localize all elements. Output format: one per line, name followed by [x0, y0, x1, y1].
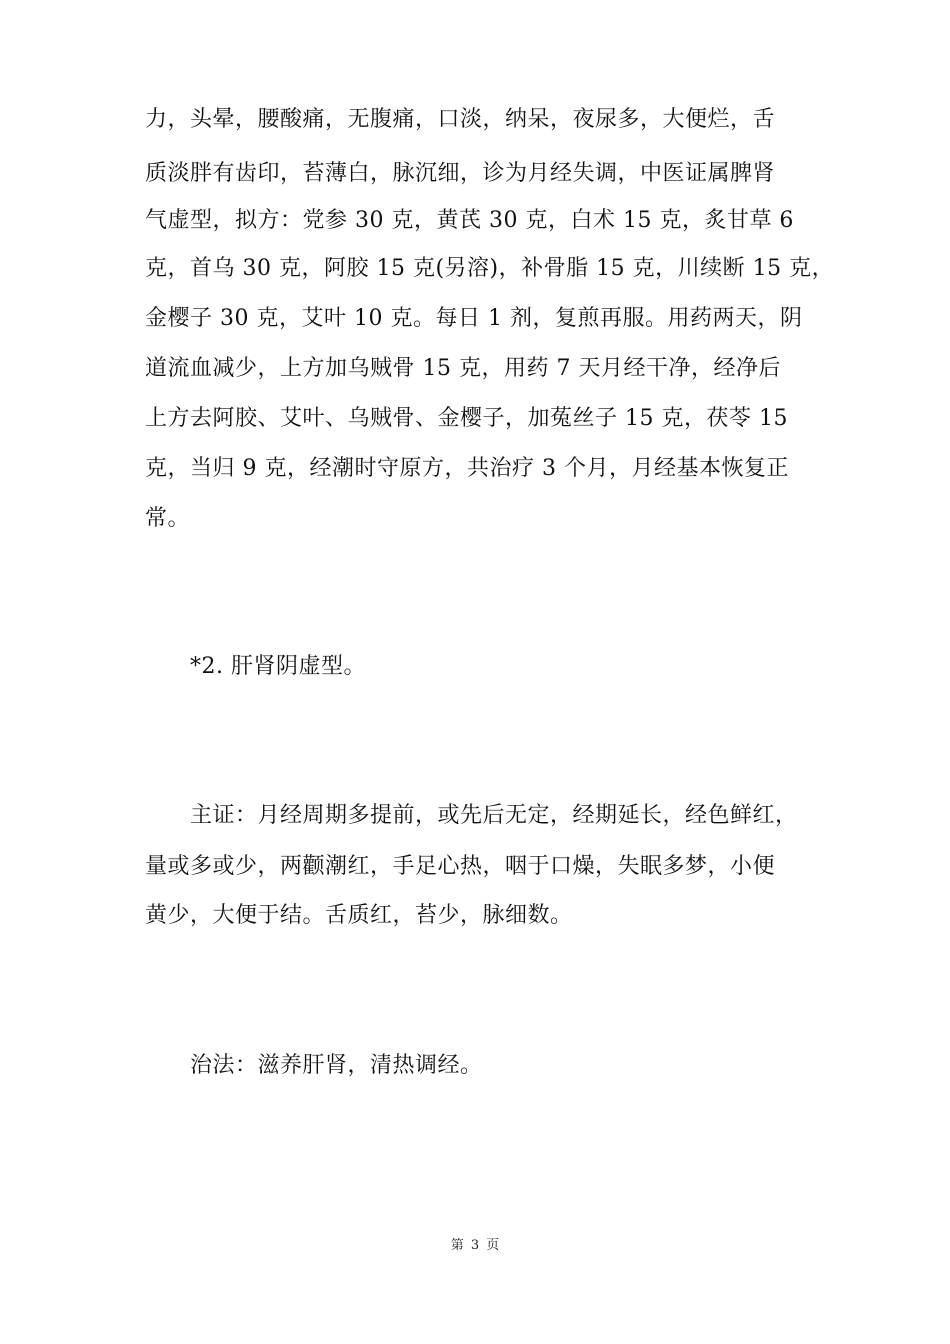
paragraph-line: 力，头晕，腰酸痛，无腹痛，口淡，纳呆，夜尿多，大便烂，舌 [145, 107, 776, 132]
paragraph-line: 克，首乌 30 克，阿胶 15 克(另溶)，补骨脂 15 克，川续断 15 克， [145, 256, 835, 281]
symptoms-line: 主证：月经周期多提前，或先后无定，经期延长，经色鲜红， [190, 803, 798, 828]
symptoms-line: 黄少，大便于结。舌质红，苔少，脉细数。 [145, 903, 573, 928]
paragraph-line: 上方去阿胶、艾叶、乌贼骨、金樱子，加菟丝子 15 克，茯苓 15 [145, 406, 788, 431]
symptoms-line: 量或多或少，两颧潮红，手足心热，咽于口燥，失眠多梦，小便 [145, 854, 776, 879]
section-heading: *2. 肝肾阴虚型。 [190, 654, 366, 679]
page-number: 第 3 页 [450, 1238, 500, 1253]
paragraph-line: 气虚型，拟方：党参 30 克，黄芪 30 克，白术 15 克，炙甘草 6 [145, 208, 794, 233]
paragraph-line: 克，当归 9 克，经潮时守原方，共治疗 3 个月，月经基本恢复正 [145, 456, 789, 481]
paragraph-line: 金樱子 30 克，艾叶 10 克。每日 1 剂，复煎再服。用药两天，阴 [145, 306, 803, 331]
paragraph-line: 常。 [145, 506, 191, 531]
paragraph-line: 质淡胖有齿印，苔薄白，脉沉细，诊为月经失调，中医证属脾肾 [145, 161, 776, 186]
treatment-line: 治法：滋养肝肾，清热调经。 [190, 1053, 483, 1078]
paragraph-line: 道流血减少，上方加乌贼骨 15 克，用药 7 天月经干净，经净后 [145, 356, 781, 381]
